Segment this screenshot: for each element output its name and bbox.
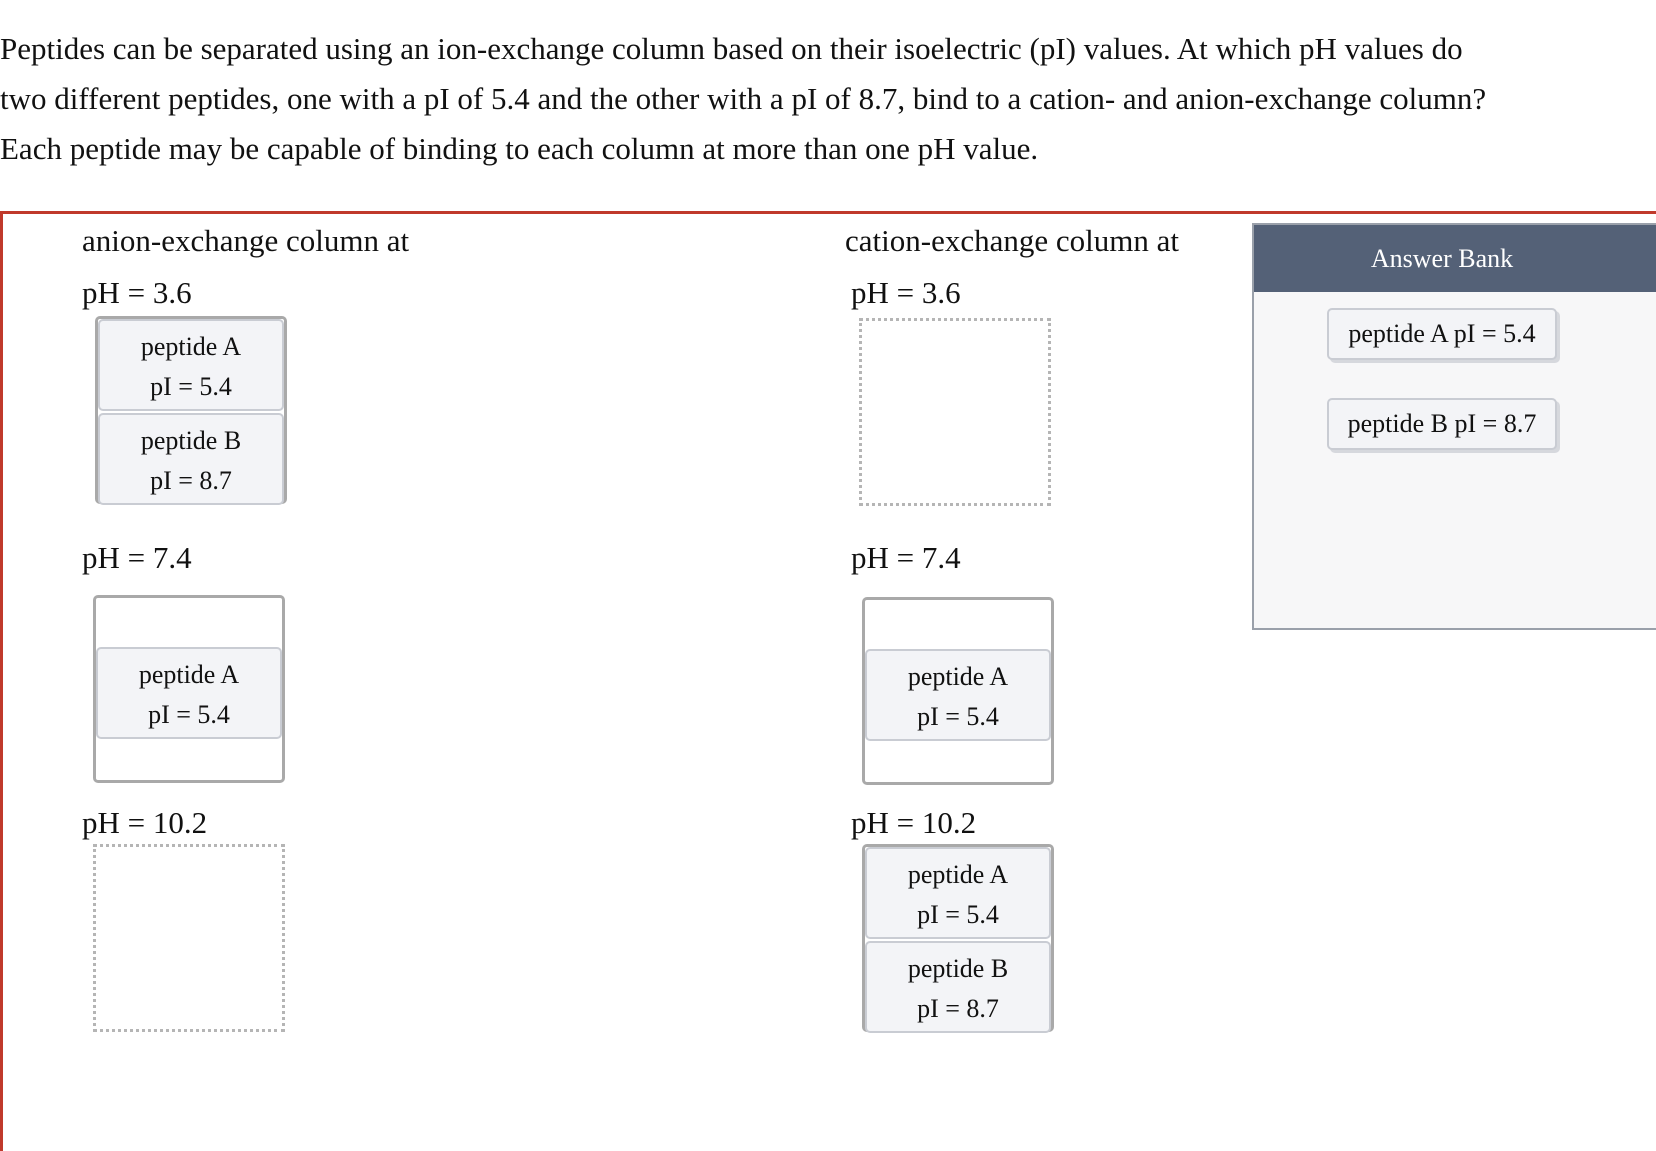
question-line-1: Peptides can be separated using an ion-exchange column based on their isoelectric (pI) values. At which pH values do — [0, 31, 1463, 66]
anion-ph-10-2-drop-zone[interactable] — [93, 844, 285, 1032]
anion-ph-7-4-label: pH = 7.4 — [82, 540, 192, 575]
placed-chip-peptide-a[interactable] — [865, 847, 1051, 939]
anion-ph-3-6-drop-zone[interactable] — [95, 316, 287, 504]
chip-peptide-pi: pI = 5.4 — [917, 900, 999, 929]
chip-peptide-pi: pI = 5.4 — [150, 372, 232, 401]
question-text — [0, 24, 1656, 174]
cation-ph-7-4-label: pH = 7.4 — [851, 540, 961, 575]
question-line-3: Each peptide may be capable of binding to each column at more than one pH value. — [0, 131, 1039, 166]
placed-chip-peptide-b[interactable] — [98, 413, 284, 505]
cation-ph-7-4-drop-zone[interactable] — [862, 597, 1054, 785]
chip-peptide-pi: pI = 8.7 — [917, 994, 999, 1023]
anion-ph-10-2-label: pH = 10.2 — [82, 805, 208, 840]
chip-peptide-pi: pI = 5.4 — [148, 700, 230, 729]
answer-bank-item-peptide-b[interactable]: peptide B pI = 8.7 — [1327, 398, 1557, 450]
cation-ph-3-6-label: pH = 3.6 — [851, 275, 961, 310]
drag-drop-activity — [0, 211, 1656, 1151]
chip-peptide-name: peptide B — [907, 954, 1009, 983]
answer-bank-item-peptide-a[interactable]: peptide A pI = 5.4 — [1327, 308, 1557, 360]
question-line-2: two different peptides, one with a pI of 5.4 and the other with a pI of 8.7, bind to a cation- and anion-exchange column? — [0, 81, 1487, 116]
anion-ph-3-6-label: pH = 3.6 — [82, 275, 192, 310]
cation-column-title: cation-exchange column at — [845, 223, 1179, 258]
placed-chip-peptide-a[interactable] — [96, 647, 282, 739]
chip-peptide-name: peptide A — [907, 662, 1009, 691]
chip-peptide-name: peptide A — [140, 332, 242, 361]
answer-bank-title: Answer Bank — [1254, 225, 1656, 292]
placed-chip-peptide-b[interactable] — [865, 941, 1051, 1033]
chip-peptide-name: peptide A — [907, 860, 1009, 889]
chip-peptide-pi: pI = 5.4 — [917, 702, 999, 731]
placed-chip-peptide-a[interactable] — [865, 649, 1051, 741]
chip-peptide-name: peptide A — [138, 660, 240, 689]
anion-column-title: anion-exchange column at — [82, 223, 410, 258]
answer-bank — [1252, 223, 1656, 630]
placed-chip-peptide-a[interactable] — [98, 319, 284, 411]
chip-peptide-pi: pI = 8.7 — [150, 466, 232, 495]
chip-peptide-name: peptide B — [140, 426, 242, 455]
anion-ph-7-4-drop-zone[interactable] — [93, 595, 285, 783]
cation-ph-3-6-drop-zone[interactable] — [859, 318, 1051, 506]
cation-ph-10-2-drop-zone[interactable] — [862, 844, 1054, 1032]
cation-ph-10-2-label: pH = 10.2 — [851, 805, 977, 840]
